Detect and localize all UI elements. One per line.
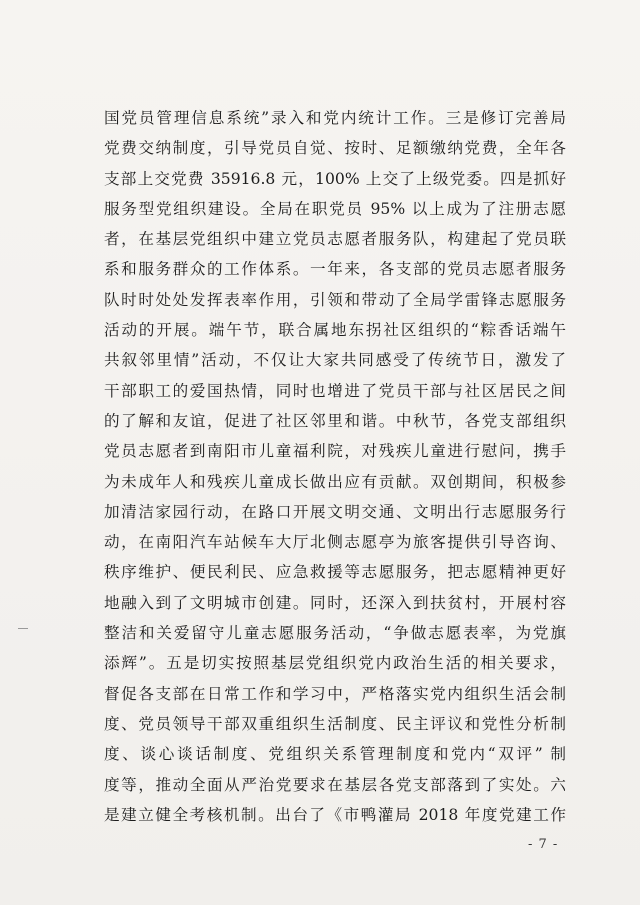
text-line: 动，在南阳汽车站候车大厅北侧志愿亭为旅客提供引导咨询、	[104, 533, 566, 552]
text-line: 度等，推动全面从严治党要求在基层各党支部落到了实处。六	[104, 775, 566, 794]
text-line: 共叙邻里情”活动，不仅让大家共同感受了传统节日，激发了	[104, 351, 566, 370]
text-line: 系和服务群众的工作体系。一年来，各支部的党员志愿者服务	[104, 260, 566, 279]
text-line: 加清洁家园行动，在路口开展文明交通、文明出行志愿服务行	[104, 502, 566, 521]
text-line: 是建立健全考核机制。出台了《市鸭灌局 2018 年度党建工作	[104, 805, 566, 824]
text-line: 添辉”。五是切实按照基层党组织党内政治生活的相关要求，	[104, 654, 566, 673]
text-line: 党员志愿者到南阳市儿童福利院，对残疾儿童进行慰问，携手	[104, 442, 566, 461]
text-line: 整洁和关爱留守儿童志愿服务活动，“争做志愿表率，为党旗	[104, 624, 566, 643]
text-line: 度、党员领导干部双重组织生活制度、民主评议和党性分析制	[104, 714, 566, 733]
text-line: 党费交纳制度，引导党员自觉、按时、足额缴纳党费，全年各	[104, 139, 566, 158]
text-line: 支部上交党费 35916.8 元，100% 上交了上级党委。四是抓好	[104, 169, 566, 188]
body-text	[104, 103, 566, 830]
text-line: 服务型党组织建设。全局在职党员 95% 以上成为了注册志愿	[104, 199, 566, 218]
text-line: 者，在基层党组织中建立党员志愿者服务队，构建起了党员联	[104, 230, 566, 249]
text-line: 的了解和友谊，促进了社区邻里和谐。中秋节，各党支部组织	[104, 411, 566, 430]
text-line: 国党员管理信息系统”录入和党内统计工作。三是修订完善局	[104, 109, 566, 127]
text-line: 督促各支部在日常工作和学习中，严格落实党内组织生活会制	[104, 684, 566, 703]
text-line: 干部职工的爱国热情，同时也增进了党员干部与社区居民之间	[104, 381, 566, 400]
binding-mark	[18, 628, 28, 629]
text-line: 度、谈心谈话制度、党组织关系管理制度和党内“双评” 制	[104, 745, 566, 764]
text-line: 队时时处处发挥表率作用，引领和带动了全局学雷锋志愿服务	[104, 290, 566, 309]
text-line: 秩序维护、便民利民、应急救援等志愿服务，把志愿精神更好	[104, 563, 566, 582]
page-number: - 7 -	[528, 837, 559, 852]
text-line: 地融入到了文明城市创建。同时，还深入到扶贫村，开展村容	[104, 593, 566, 612]
text-line: 为未成年人和残疾儿童成长做出应有贡献。双创期间，积极参	[104, 472, 566, 491]
text-line: 活动的开展。端午节，联合属地东拐社区组织的“粽香话端午	[104, 321, 566, 340]
